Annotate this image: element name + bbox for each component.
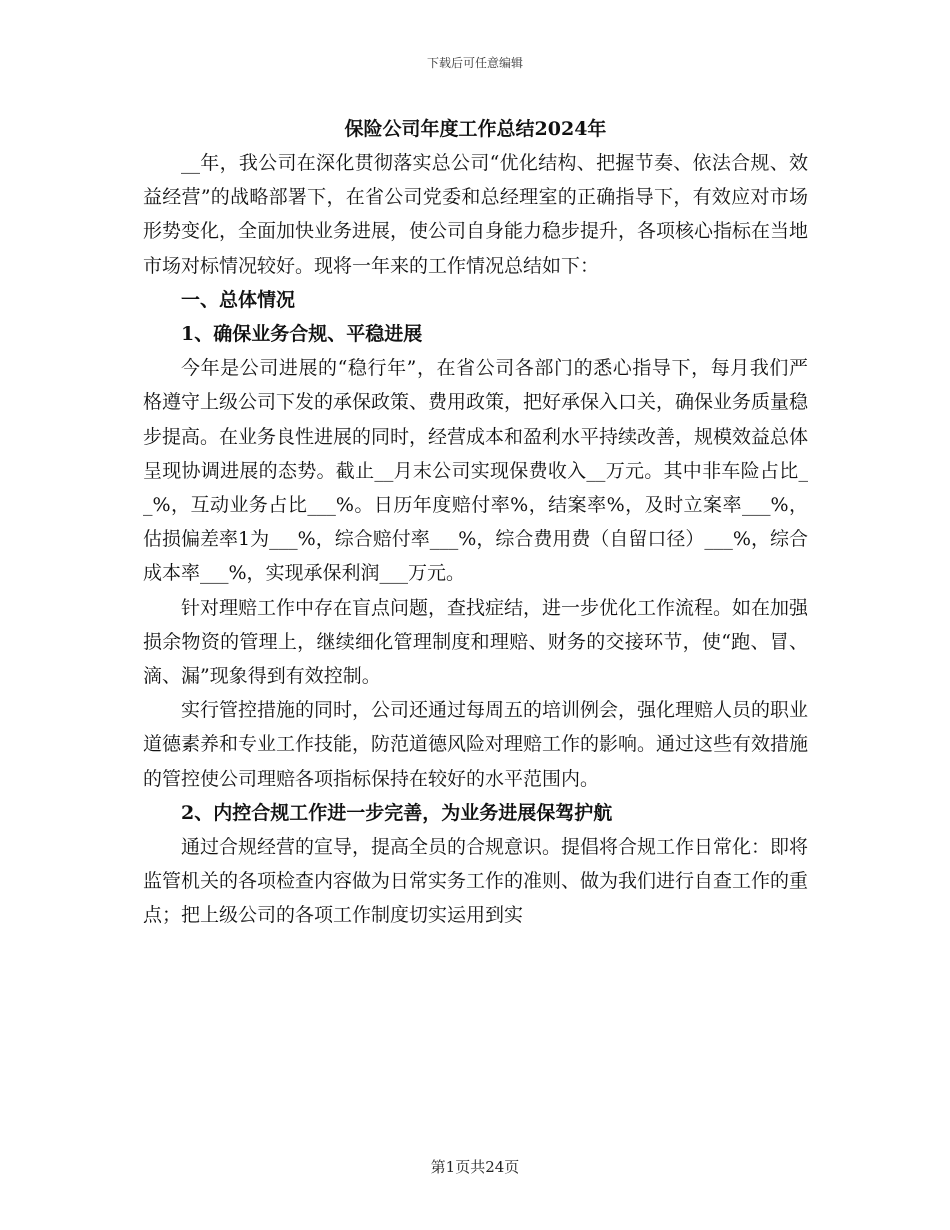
intro-paragraph: __年，我公司在深化贯彻落实总公司“优化结构、把握节奏、依法合规、效益经营”的战略部署下，在省公司党委和总经理室的正确指导下，有效应对市场形势变化，全面加快业务进展，使公司自身能力稳步提升，各项核心指标在当地市场对标情况较好。现将一年来的工作情况总结如下：	[143, 152, 809, 277]
subsection-heading-compliance-progress: 1、确保业务合规、平稳进展	[181, 323, 423, 346]
page-footer: 第1页共24页	[430, 1158, 520, 1176]
header-note: 下载后可任意编辑	[426, 56, 523, 70]
document-content	[143, 112, 808, 933]
section-heading-overview: 一、总体情况	[181, 288, 296, 311]
paragraph-compliance-awareness: 通过合规经营的宣导，提高全员的合规意识。提倡将合规工作日常化：即将监管机关的各项检查内容做为日常实务工作的准则、做为我们进行自查工作的重点；把上级公司的各项工作制度切实运用到实	[143, 836, 809, 927]
subsection-heading-internal-control: 2、内控合规工作进一步完善，为业务进展保驾护航	[181, 801, 613, 824]
paragraph-claims-blindspots: 针对理赔工作中存在盲点问题，查找症结，进一步优化工作流程。如在加强损余物资的管理上，继续细化管理制度和理赔、财务的交接环节，使“跑、冒、滴、漏”现象得到有效控制。	[143, 596, 809, 688]
paragraph-stable-year: 今年是公司进展的“稳行年”，在省公司各部门的悉心指导下，每月我们严格遵守上级公司下发的承保政策、费用政策，把好承保入口关，确保业务质量稳步提高。在业务良性进展的同时，经营成本和盈利水平持续改善，规模效益总体呈现协调进展的态势。截止__月末公司实现保费收入__万元。其中非车险占比__%，互动业务占比___%。日历年度赔付率%，结案率%，及时立案率___%，估损偏差率1为___%，综合赔付率___%，综合费用费（自留口径）___%，综合成本率___%，实现承保利润___万元。	[143, 357, 809, 585]
document-title: 保险公司年度工作总结2024年	[344, 118, 607, 140]
paragraph-training: 实行管控措施的同时，公司还通过每周五的培训例会，强化理赔人员的职业道德素养和专业工作技能，防范道德风险对理赔工作的影响。通过这些有效措施的管控使公司理赔各项指标保持在较好的水平范围内。	[143, 699, 809, 790]
